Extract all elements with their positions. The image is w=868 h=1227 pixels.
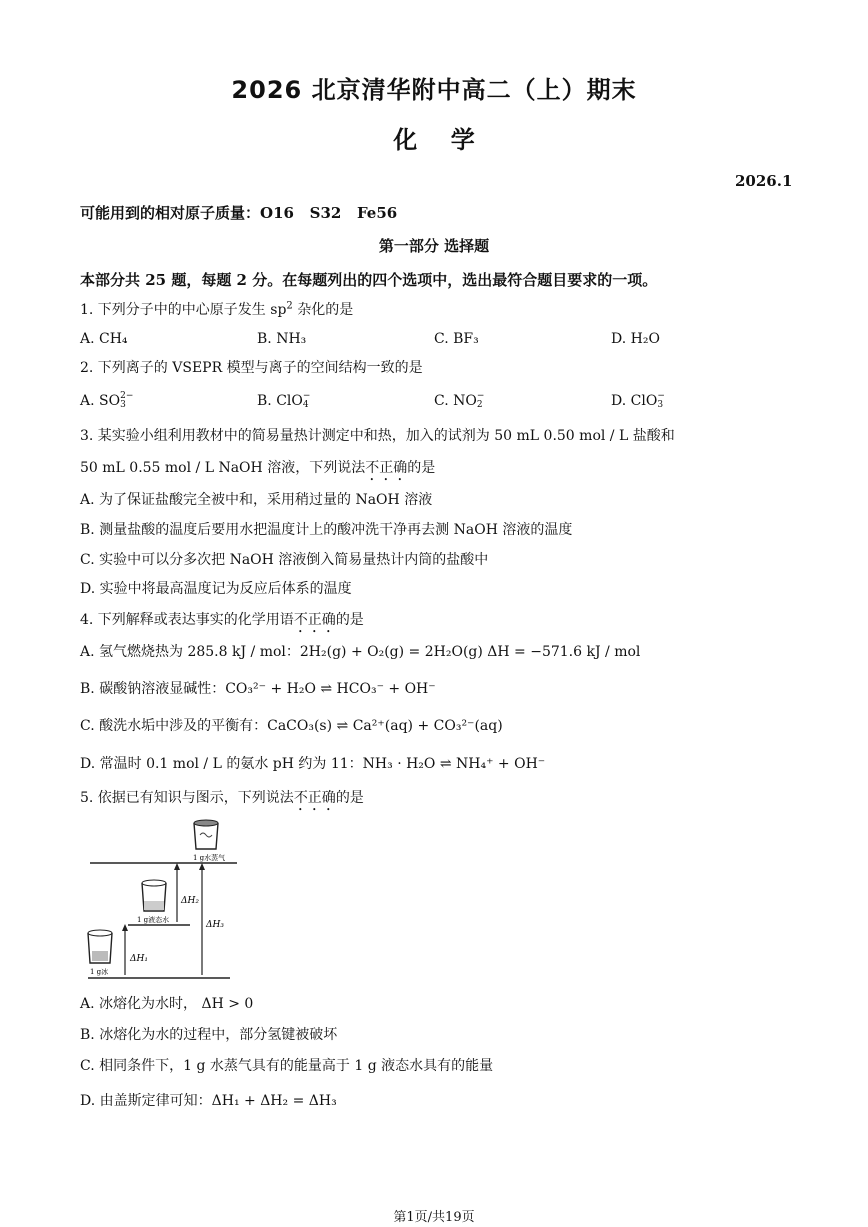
atomic-mass-note: 可能用到的相对原子质量：O16 S32 Fe56: [80, 204, 398, 222]
part-heading: 第一部分 选择题: [378, 237, 490, 255]
q5-option-d: D. 由盖斯定律可知：ΔH₁ + ΔH₂ = ΔH₃: [80, 1093, 337, 1109]
q4-option-d: D. 常温时 0.1 mol / L 的氨水 pH 约为 11：NH₃ · H₂O ⇌ NH₄⁺ + OH⁻: [80, 756, 546, 772]
q1-stem: 1. 下列分子中的中心原子发生 $sp^2$ 杂化的是: [80, 300, 354, 318]
q1-option-a: A. CH₄: [80, 331, 128, 347]
q4-option-c: C. 酸洗水垢中涉及的平衡有：CaCO₃(s) ⇌ Ca²⁺(aq) + CO₃²⁻(aq): [80, 718, 503, 734]
vapor-beaker-icon: [194, 820, 218, 849]
q3-option-d: D. 实验中将最高温度记为反应后体系的温度: [80, 581, 352, 597]
q3-option-a: A. 为了保证盐酸完全被中和，采用稍过量的 NaOH 溶液: [80, 492, 433, 508]
q3-stem-line1: 3. 某实验小组利用教材中的简易量热计测定中和热，加入的试剂为 50 mL 0.50 mol / L 盐酸和: [80, 428, 675, 444]
liquid-label: 1 g液态水: [137, 916, 170, 924]
dh1-label: ΔH₁: [130, 954, 148, 964]
subject-title: 化 学: [393, 126, 475, 154]
q5-stem: 5. 依据已有知识与图示，下列说法不正确的是: [80, 790, 364, 806]
q1-option-b: B. NH₃: [257, 331, 307, 347]
dh2-label: ΔH₂: [181, 896, 199, 906]
liquid-beaker-icon: [142, 880, 166, 911]
q5-option-c: C. 相同条件下，1 g 水蒸气具有的能量高于 1 g 液态水具有的能量: [80, 1058, 494, 1074]
q3-option-c: C. 实验中可以分多次把 NaOH 溶液倒入简易量热计内筒的盐酸中: [80, 552, 489, 568]
exam-title: 2026 北京清华附中高二（上）期末: [231, 76, 637, 104]
q5-option-b: B. 冰熔化为水的过程中，部分氢键被破坏: [80, 1027, 338, 1043]
q2-option-a: A. SO2− 3: [80, 391, 134, 410]
q4-stem: 4. 下列解释或表达事实的化学用语不正确的是: [80, 612, 364, 628]
page-footer: 第1页/共19页: [393, 1210, 475, 1225]
q1-option-c: C. BF₃: [434, 331, 479, 347]
q3-option-b: B. 测量盐酸的温度后要用水把温度计上的酸冲洗干净再去测 NaOH 溶液的温度: [80, 522, 573, 538]
dh3-label: ΔH₃: [206, 920, 224, 930]
q1-option-d: D. H₂O: [611, 331, 660, 347]
q4-option-b: B. 碳酸钠溶液显碱性：CO₃²⁻ + H₂O ⇌ HCO₃⁻ + OH⁻: [80, 681, 436, 697]
q5-option-a: A. 冰熔化为水时， ΔH > 0: [80, 996, 254, 1012]
q4-option-a: A. 氢气燃烧热为 285.8 kJ / mol：2H₂(g) + O₂(g) = 2H₂O(g) ΔH = −571.6 kJ / mol: [80, 644, 641, 660]
q2-option-b: B. ClO− 4: [257, 391, 311, 410]
exam-date: 2026.1: [735, 172, 793, 190]
vapor-label: 1 g水蒸气: [193, 854, 226, 862]
q3-stem-line2: 50 mL 0.55 mol / L NaOH 溶液，下列说法不正确的是: [80, 460, 436, 476]
q2-stem: 2. 下列离子的 VSEPR 模型与离子的空间结构一致的是: [80, 360, 423, 376]
ice-beaker-icon: [88, 930, 112, 963]
ice-label: 1 g冰: [90, 968, 109, 976]
q2-option-d: D. ClO− 3: [611, 391, 665, 410]
q2-option-c: C. NO− 2: [434, 391, 485, 410]
part-instruction: 本部分共 25 题，每题 2 分。在每题列出的四个选项中，选出最符合题目要求的一项。: [80, 271, 658, 289]
energy-level-diagram: [82, 815, 242, 985]
